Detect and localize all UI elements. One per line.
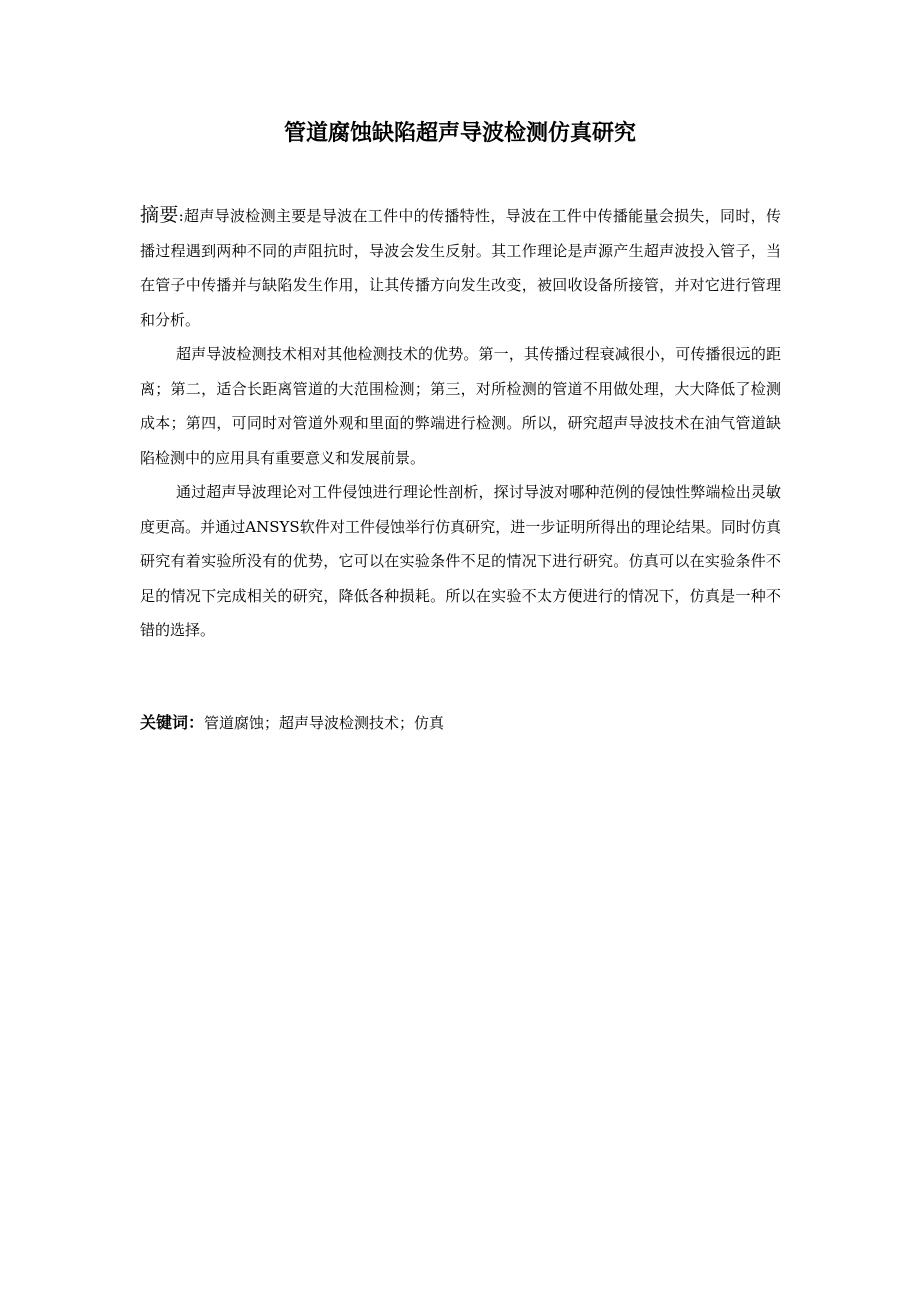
- abstract-label: 摘要: [140, 204, 179, 226]
- keywords-label: 关键词：: [140, 713, 205, 732]
- abstract-paragraph-1: [140, 198, 781, 337]
- page-title: 管道腐蚀缺陷超声导波检测仿真研究: [283, 121, 636, 146]
- keywords-section: [140, 706, 781, 740]
- abstract-text-1: 超声导波检测主要是导波在工件中的传播特性，导波在工件中传播能量会损失，同时，传播过程遇到两种不同的声阻抗时，导波会发生反射。其工作理论是声源产生超声波投入管子，当在管子中传播并与缺陷发生作用，让其传播方向发生改变，被回收设备所接管，并对它进行管理和分析。: [140, 207, 781, 329]
- abstract-paragraph-2: 超声导波检测技术相对其他检测技术的优势。第一，其传播过程衰减很小，可传播很远的距离；第二，适合长距离管道的大范围检测；第三，对所检测的管道不用做处理，大大降低了检测成本；第四，可同时对管道外观和里面的弊端进行检测。所以，研究超声导波技术在油气管道缺陷检测中的应用具有重要意义和发展前景。: [140, 345, 781, 467]
- keywords-text: 管道腐蚀；超声导波检测技术；仿真: [204, 714, 445, 732]
- abstract-paragraph-3: 通过超声导波理论对工件侵蚀进行理论性剖析，探讨导波对哪种范例的侵蚀性弊端检出灵敏度更高。并通过ANSYS软件对工件侵蚀举行仿真研究，进一步证明所得出的理论结果。同时仿真研究有着实验所没有的优势，它可以在实验条件不足的情况下进行研究。仿真可以在实验条件不足的情况下完成相关的研究，降低各种损耗。所以在实验不太方便进行的情况下，仿真是一种不错的选择。: [140, 483, 781, 639]
- abstract-colon: :: [178, 207, 184, 225]
- abstract-section: [140, 198, 781, 648]
